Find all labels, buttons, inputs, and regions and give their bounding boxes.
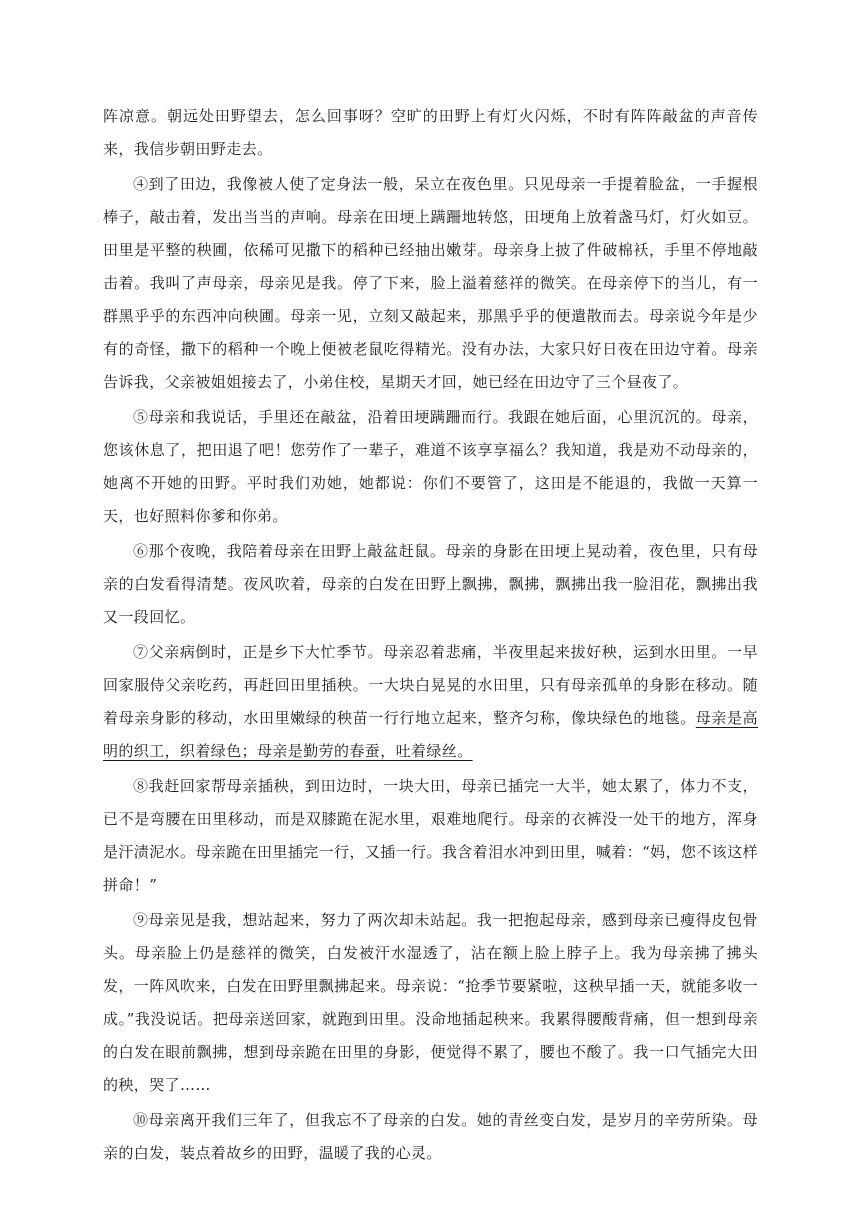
underlined-sentence: 母亲是高明的织工，织着绿色；母亲是勤劳的春蚕，吐着绿丝。 xyxy=(103,709,758,760)
paragraph-10: ⑩母亲离开我们三年了，但我忘不了母亲的白发。她的青丝变白发，是岁月的辛劳所染。母亲的白发，装点着故乡的田野，温暖了我的心灵。 xyxy=(103,1111,758,1162)
paragraph-7-text: ⑦父亲病倒时，正是乡下大忙季节。母亲忍着悲痛，半夜里起来拔好秧，运到水田里。一早回家服侍父亲吃药，再赶回田里插秧。一大块白晃晃的水田里，只有母亲孤单的身影在移动。随着母亲身影的移动，水田里嫩绿的秧苗一行行地立起来，整齐匀称，像块绿色的地毯。 xyxy=(103,643,758,727)
paragraph-9: ⑨母亲见是我，想站起来，努力了两次却未站起。我一把抱起母亲，感到母亲已瘦得皮包骨头。母亲脸上仍是慈祥的微笑，白发被汗水湿透了，沾在额上脸上脖子上。我为母亲拂了拂头发，一阵风吹来，白发在田野里飘拂起来。母亲说：“抢季节要紧啦，这秧早插一天，就能多收一成。”我没说话。把母亲送回家，就跑到田里。没命地插起秧来。我累得腰酸背痛，但一想到母亲的白发在眼前飘拂，想到母亲跪在田里的身影，便觉得不累了，腰也不酸了。我一口气插完大田的秧，哭了…… xyxy=(103,911,758,1094)
paragraph-7 xyxy=(103,636,758,768)
document-body xyxy=(103,100,758,1172)
paragraph-3-continued: 阵凉意。朝远处田野望去，怎么回事呀？空旷的田野上有灯火闪烁，不时有阵阵敲盆的声音传来，我信步朝田野走去。 xyxy=(103,107,758,158)
paragraph-4: ④到了田边，我像被人使了定身法一般，呆立在夜色里。只见母亲一手提着脸盆，一手握根棒子，敲击着，发出当当的声响。母亲在田埂上蹒跚地转悠，田埂角上放着盏马灯，灯火如豆。田里是平整的秧圃，依稀可见撒下的稻种已经抽出嫩芽。母亲身上披了件破棉袄，手里不停地敲击着。我叫了声母亲，母亲见是我。停了下来，脸上溢着慈祥的微笑。在母亲停下的当儿，有一群黑乎乎的东西冲向秧圃。母亲一见，立刻又敲起来，那黑乎乎的便遣散而去。母亲说今年是少有的奇怪，撒下的稻种一个晚上便被老鼠吃得精光。没有办法，大家只好日夜在田边守着。母亲告诉我，父亲被姐姐接去了，小弟住校，星期天才回，她已经在田边守了三个昼夜了。 xyxy=(103,175,758,391)
paragraph-6: ⑥那个夜晚，我陪着母亲在田野上敲盆赶鼠。母亲的身影在田埂上晃动着，夜色里，只有母亲的白发看得清楚。夜风吹着，母亲的白发在田野上飘拂，飘拂，飘拂出我一脸泪花，飘拂出我又一段回忆。 xyxy=(103,542,758,626)
paragraph-8: ⑧我赶回家帮母亲插秧，到田边时，一块大田，母亲已插完一大半，她太累了，体力不支，已不是弯腰在田里移动，而是双膝跪在泥水里，艰难地爬行。母亲的衣裤没一处干的地方，浑身是汗渍泥水。母亲跪在田里插完一行，又插一行。我含着泪水冲到田里，喊着：“妈，您不该这样拼命！” xyxy=(103,777,758,894)
paragraph-5: ⑤母亲和我说话，手里还在敲盆，沿着田埂蹒跚而行。我跟在她后面，心里沉沉的。母亲，您该休息了，把田退了吧！您劳作了一辈子，难道不该享享福么？我知道，我是劝不动母亲的，她离不开她的田野。平时我们劝她，她都说：你们不要管了，这田是不能退的，我做一天算一天，也好照料你爹和你弟。 xyxy=(103,408,758,525)
